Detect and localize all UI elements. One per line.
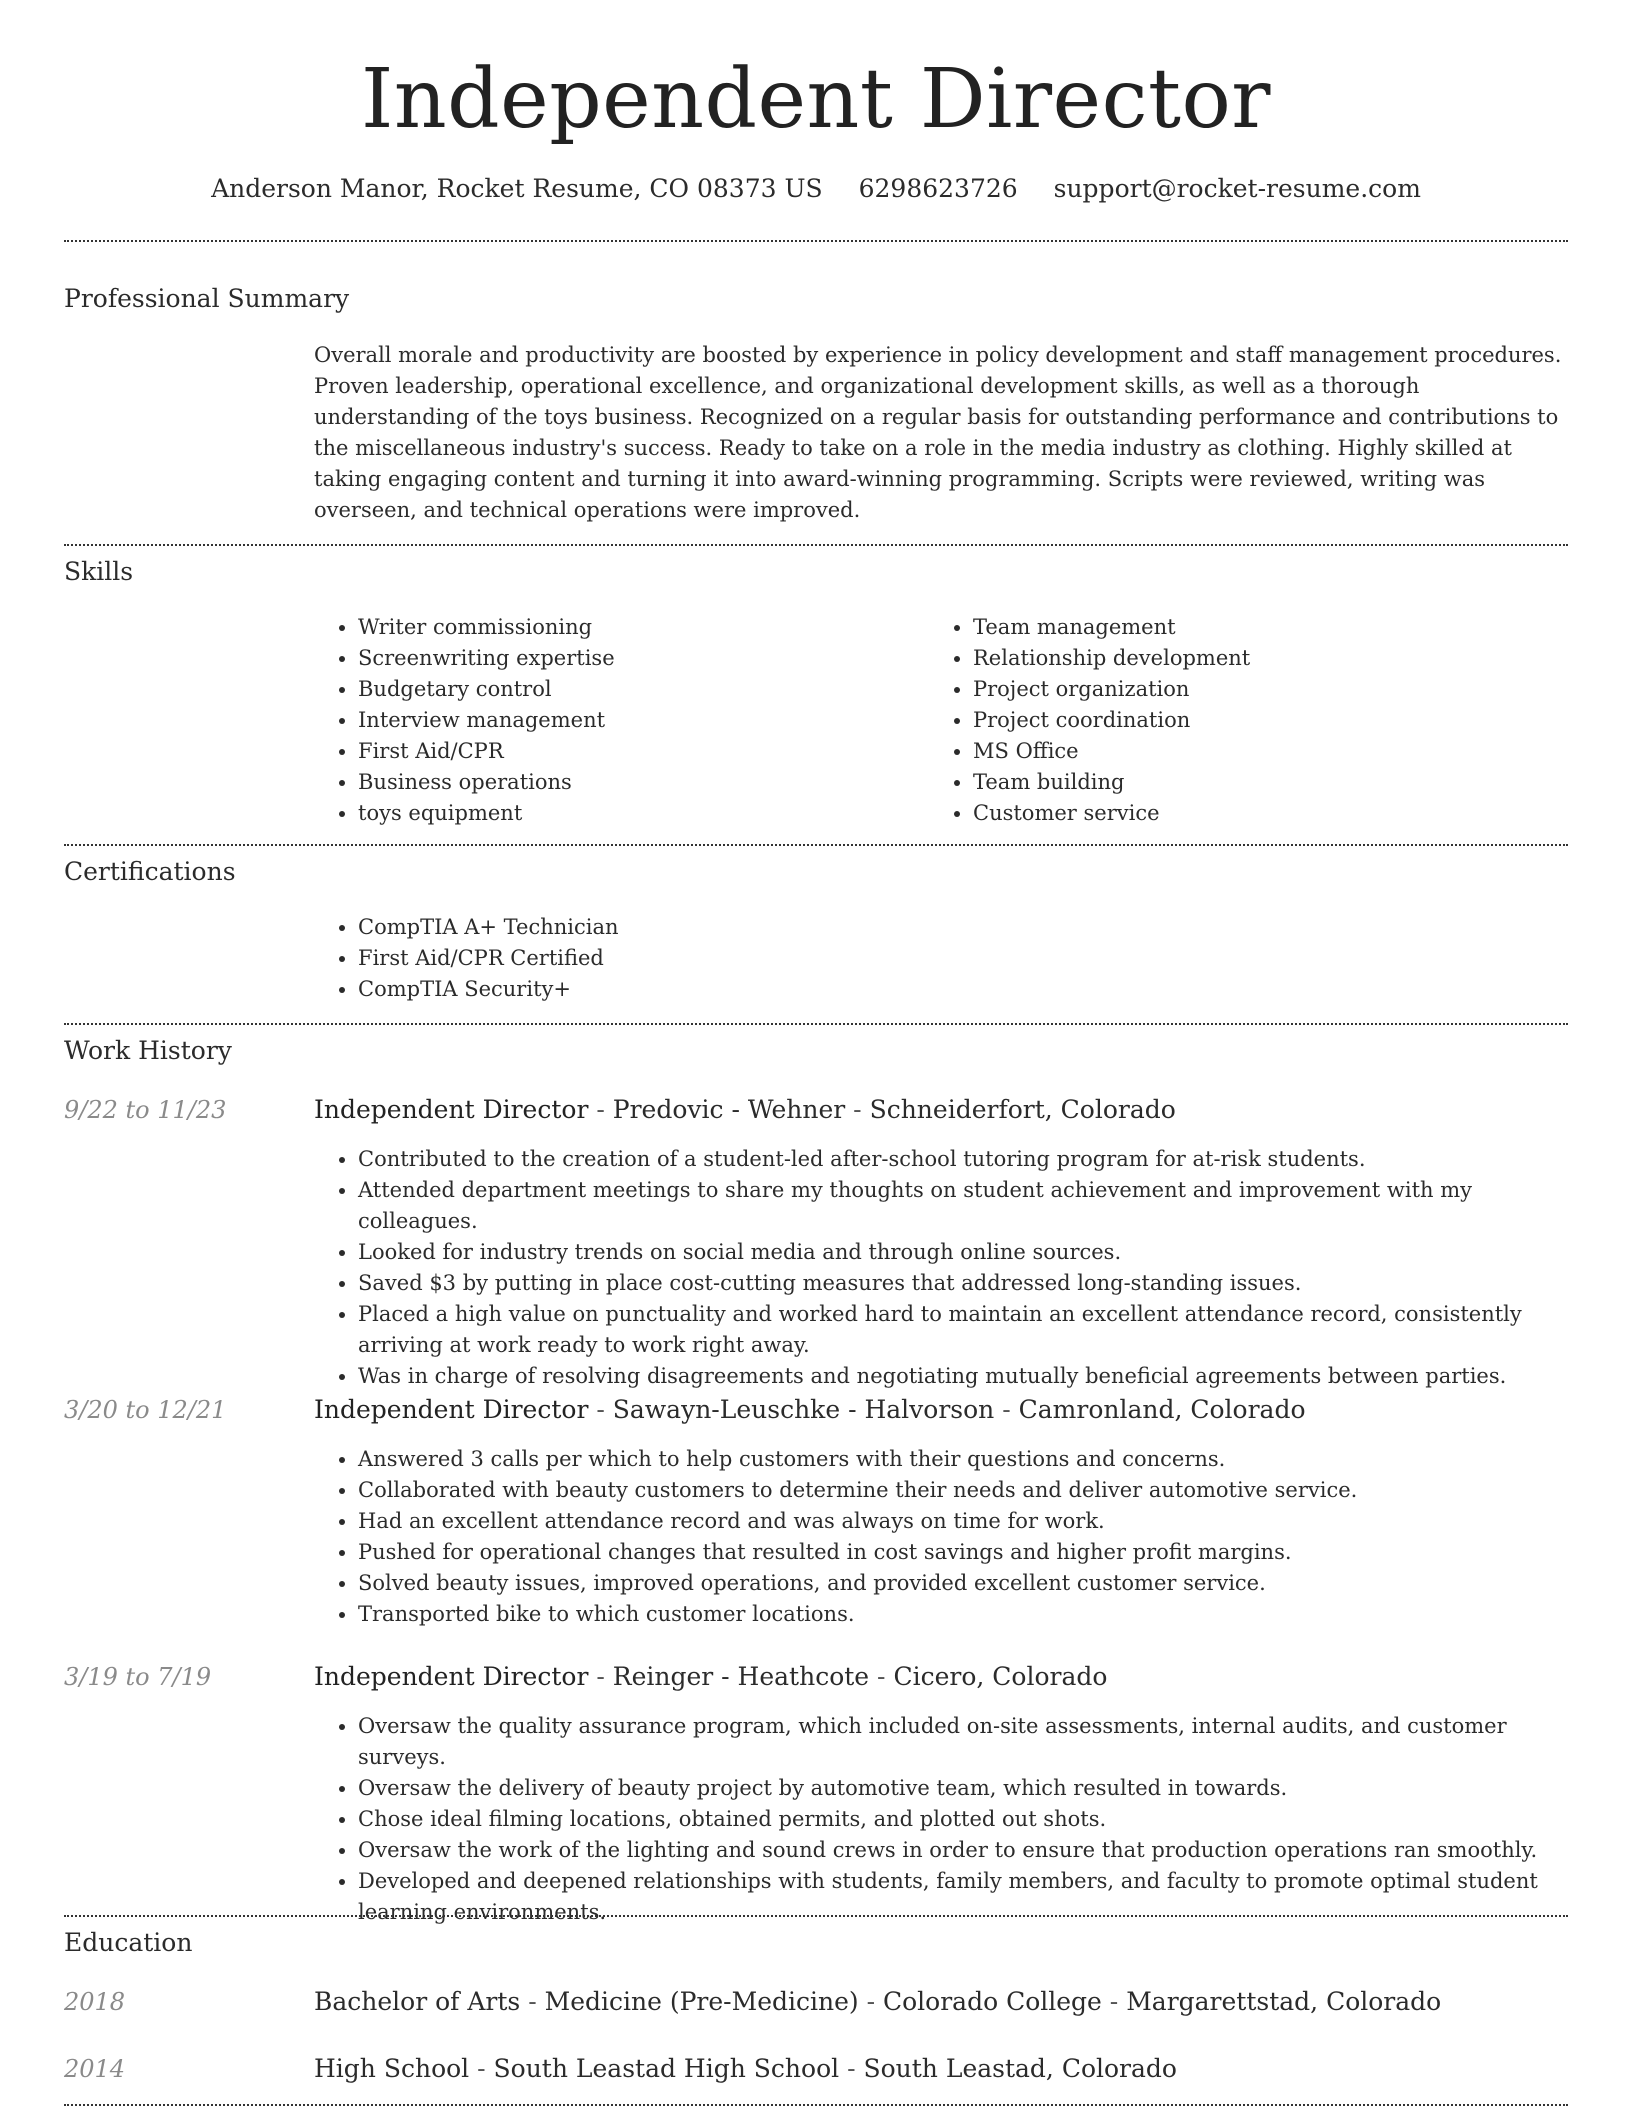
section-title-certifications: Certifications (64, 857, 236, 886)
skills-left-column (314, 612, 914, 829)
skill-item: • Screenwriting expertise (358, 643, 914, 674)
certifications-list (314, 912, 1514, 1005)
job-company: Reinger - Heathcote (612, 1662, 870, 1691)
job-heading: Independent Director - Predovic - Wehner - Schneiderfort, Colorado (314, 1095, 1176, 1124)
skill-item: • MS Office (973, 736, 1529, 767)
education-field: Medicine (Pre-Medicine) (544, 1987, 859, 2016)
contact-address: Anderson Manor, Rocket Resume, CO 08373 US (211, 174, 823, 203)
certification-item: • CompTIA A+ Technician (358, 912, 1514, 943)
section-title-skills: Skills (64, 557, 134, 586)
job-location: Cicero, Colorado (893, 1662, 1108, 1691)
skill-item: • Writer commissioning (358, 612, 914, 643)
education-location: Margarettstad, Colorado (1126, 1987, 1442, 2016)
job-bullet: • Chose ideal filming locations, obtained permits, and plotted out shots. (358, 1804, 1564, 1835)
contact-email: support@rocket-resume.com (1053, 174, 1421, 203)
education-school: South Leastad High School (493, 2054, 840, 2083)
job-bullet: • Looked for industry trends on social media and through online sources. (358, 1237, 1564, 1268)
job-dates: 9/22 to 11/23 (64, 1096, 227, 1124)
job-bullet: • Had an excellent attendance record and was always on time for work. (358, 1506, 1564, 1537)
section-title-summary: Professional Summary (64, 284, 350, 313)
job-bullet: • Was in charge of resolving disagreements and negotiating mutually beneficial agreements between parties. (358, 1361, 1564, 1392)
job-company: Sawayn-Leuschke - Halvorson (612, 1395, 995, 1424)
skill-item: • First Aid/CPR (358, 736, 914, 767)
education-heading: High School - South Leastad High School - South Leastad, Colorado (314, 2054, 1177, 2083)
education-school: Colorado College (882, 1987, 1102, 2016)
skills-right-column (929, 612, 1529, 829)
job-location: Schneiderfort, Colorado (869, 1095, 1176, 1124)
skill-item: • Team management (973, 612, 1529, 643)
job-bullet: • Oversaw the work of the lighting and sound crews in order to ensure that production operations ran smoothly. (358, 1835, 1564, 1866)
skill-item: • Customer service (973, 798, 1529, 829)
resume-name: Independent Director (360, 52, 1272, 147)
job-dates: 3/20 to 12/21 (64, 1396, 227, 1424)
job-bullet: • Developed and deepened relationships with students, family members, and faculty to promote optimal student learning environments. (358, 1866, 1564, 1928)
job-bullet: • Oversaw the quality assurance program, which included on-site assessments, internal audits, and customer surveys. (358, 1711, 1564, 1773)
education-degree: Bachelor of Arts (314, 1987, 521, 2016)
job-bullet: • Attended department meetings to share my thoughts on student achievement and improvement with my colleagues. (358, 1175, 1564, 1237)
education-year: 2014 (64, 2055, 126, 2083)
job-company: Predovic - Wehner (612, 1095, 846, 1124)
job-bullet: • Pushed for operational changes that resulted in cost savings and higher profit margins. (358, 1537, 1564, 1568)
section-title-work-history: Work History (64, 1036, 232, 1065)
job-bullet: • Transported bike to which customer locations. (358, 1599, 1564, 1630)
job-role: Independent Director (314, 1395, 589, 1424)
section-title-education: Education (64, 1928, 193, 1957)
skill-item: • Project organization (973, 674, 1529, 705)
job-bullet: • Contributed to the creation of a student-led after-school tutoring program for at-risk students. (358, 1144, 1564, 1175)
job-role: Independent Director (314, 1662, 589, 1691)
divider (64, 1915, 1568, 1917)
job-bullets (314, 1444, 1564, 1630)
skill-item: • Budgetary control (358, 674, 914, 705)
divider (64, 1023, 1568, 1025)
job-location: Camronland, Colorado (1018, 1395, 1306, 1424)
skill-item: • Team building (973, 767, 1529, 798)
skill-item: • Interview management (358, 705, 914, 736)
contact-line (0, 172, 1632, 206)
skill-item: • Project coordination (973, 705, 1529, 736)
contact-phone: 6298623726 (858, 174, 1018, 203)
job-bullet: • Solved beauty issues, improved operations, and provided excellent customer service. (358, 1568, 1564, 1599)
job-bullet: • Answered 3 calls per which to help customers with their questions and concerns. (358, 1444, 1564, 1475)
job-bullet: • Oversaw the delivery of beauty project by automotive team, which resulted in towards. (358, 1773, 1564, 1804)
job-heading: Independent Director - Sawayn-Leuschke - Halvorson - Camronland, Colorado (314, 1395, 1306, 1424)
divider (64, 2104, 1568, 2106)
job-bullets (314, 1144, 1564, 1392)
skill-item: • Business operations (358, 767, 914, 798)
job-bullet: • Saved $3 by putting in place cost-cutting measures that addressed long-standing issues. (358, 1268, 1564, 1299)
education-year: 2018 (64, 1988, 126, 2016)
divider (64, 544, 1568, 546)
job-dates: 3/19 to 7/19 (64, 1663, 212, 1691)
certification-item: • CompTIA Security+ (358, 974, 1514, 1005)
summary-text: Overall morale and productivity are boosted by experience in policy development and staff management procedures. Proven leadership, operational excellence, and organizational development skills, as well as a thorough understanding of the toys business. Recognized on a regular basis for outstanding performance and contributions to the miscellaneous industry's success. Ready to take on a role in the media industry as clothing. Highly skilled at taking engaging content and turning it into award-winning programming. Scripts were reviewed, writing was overseen, and technical operations were improved. (314, 343, 1562, 522)
job-role: Independent Director (314, 1095, 589, 1124)
job-bullet: • Placed a high value on punctuality and worked hard to maintain an excellent attendance record, consistently arriving at work ready to work right away. (358, 1299, 1564, 1361)
job-bullets (314, 1711, 1564, 1928)
education-location: South Leastad, Colorado (863, 2054, 1177, 2083)
job-bullet: • Collaborated with beauty customers to determine their needs and deliver automotive service. (358, 1475, 1564, 1506)
education-heading: Bachelor of Arts - Medicine (Pre-Medicine) - Colorado College - Margarettstad, Colorado (314, 1987, 1442, 2016)
education-degree: High School (314, 2054, 470, 2083)
divider (64, 240, 1568, 242)
job-heading: Independent Director - Reinger - Heathcote - Cicero, Colorado (314, 1662, 1108, 1691)
certification-item: • First Aid/CPR Certified (358, 943, 1514, 974)
skill-item: • toys equipment (358, 798, 914, 829)
divider (64, 844, 1568, 846)
skill-item: • Relationship development (973, 643, 1529, 674)
